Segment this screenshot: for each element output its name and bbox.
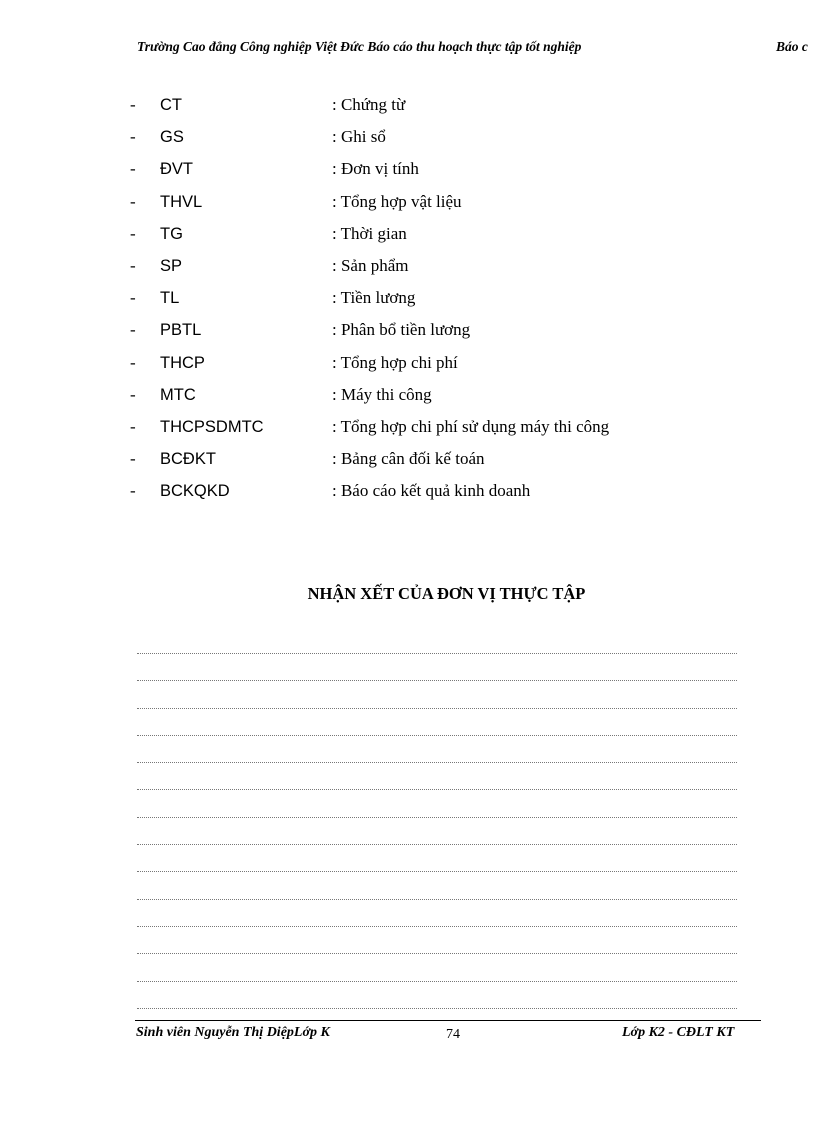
dotted-line [137, 681, 737, 708]
list-dash: - [130, 223, 136, 243]
abbreviation-description: : Sản phẩm [332, 255, 409, 275]
abbreviation-description: : Máy thi công [332, 384, 432, 404]
abbreviation-description: : Tổng hợp chi phí sử dụng máy thi công [332, 416, 610, 436]
abbreviation-row [128, 223, 748, 255]
abbreviation-code: BCĐKT [160, 450, 216, 469]
list-dash: - [130, 191, 136, 211]
dotted-line [137, 709, 737, 736]
abbreviation-description: : Tiền lương [332, 288, 416, 308]
abbreviation-description: : Chứng từ [332, 95, 406, 114]
abbreviation-description: : Ghi sổ [332, 127, 386, 147]
dotted-line [137, 818, 737, 845]
abbreviation-code: ĐVT [160, 160, 193, 179]
abbreviation-list [128, 94, 748, 512]
list-dash: - [130, 352, 136, 372]
abbreviation-row [128, 94, 748, 126]
dotted-line [137, 763, 737, 790]
abbreviation-description: : Đơn vị tính [332, 159, 419, 179]
list-dash: - [130, 288, 136, 308]
list-dash: - [130, 159, 136, 179]
abbreviation-row [128, 416, 748, 448]
list-dash: - [130, 127, 136, 147]
list-dash: - [130, 320, 136, 340]
page-header-right: Báo c [776, 39, 808, 54]
abbreviation-code: BCKQKD [160, 482, 230, 501]
page-number: 74 [446, 1027, 460, 1042]
abbreviation-code: THCP [160, 353, 205, 372]
footer-divider [135, 1020, 761, 1021]
abbreviation-code: TG [160, 224, 183, 243]
dotted-line [137, 845, 737, 872]
abbreviation-description: : Báo cáo kết quả kinh doanh [332, 481, 531, 501]
abbreviation-description: : Phân bổ tiền lương [332, 320, 471, 340]
dotted-line [137, 900, 737, 927]
abbreviation-code: TL [160, 289, 180, 308]
dotted-line [137, 927, 737, 954]
list-dash: - [130, 95, 136, 114]
abbreviation-description: : Bảng cân đối kế toán [332, 449, 485, 469]
abbreviation-row [128, 384, 748, 416]
page-header-title: Trường Cao đẳng Công nghiệp Việt Đức Báo cáo thu hoạch thực tập tốt nghiệp [137, 39, 582, 54]
abbreviation-row [128, 480, 748, 512]
dotted-line [137, 872, 737, 899]
abbreviation-row [128, 158, 748, 190]
dotted-line [137, 954, 737, 981]
section-title: NHẬN XẾT CỦA ĐƠN VỊ THỰC TẬP [307, 584, 586, 603]
abbreviation-code: SP [160, 256, 183, 275]
list-dash: - [130, 416, 136, 436]
footer-class: Lớp K2 - CĐLT KT [622, 1025, 735, 1040]
abbreviation-code: PBTL [160, 321, 202, 340]
abbreviation-code: THVL [160, 192, 203, 211]
abbreviation-row [128, 255, 748, 287]
abbreviation-description: : Thời gian [332, 223, 407, 243]
list-dash: - [130, 449, 136, 469]
abbreviation-code: MTC [160, 385, 196, 404]
footer-student-name: Sinh viên Nguyễn Thị DiệpLớp K [136, 1025, 330, 1040]
dotted-line [137, 654, 737, 681]
abbreviation-description: : Tổng hợp vật liệu [332, 191, 462, 211]
list-dash: - [130, 384, 136, 404]
dotted-line [137, 736, 737, 763]
dotted-line [137, 790, 737, 817]
abbreviation-row [128, 126, 748, 158]
abbreviation-description: : Tổng hợp chi phí [332, 352, 458, 372]
abbreviation-row [128, 191, 748, 223]
abbreviation-row [128, 287, 748, 319]
abbreviation-row [128, 319, 748, 351]
abbreviation-code: THCPSDMTC [160, 417, 264, 436]
abbreviation-row [128, 352, 748, 384]
dotted-line [137, 982, 737, 1009]
comment-lines [137, 653, 737, 1009]
abbreviation-code: GS [160, 128, 184, 147]
list-dash: - [130, 481, 136, 501]
abbreviation-row [128, 448, 748, 480]
abbreviation-code: CT [160, 96, 182, 114]
list-dash: - [130, 255, 136, 275]
